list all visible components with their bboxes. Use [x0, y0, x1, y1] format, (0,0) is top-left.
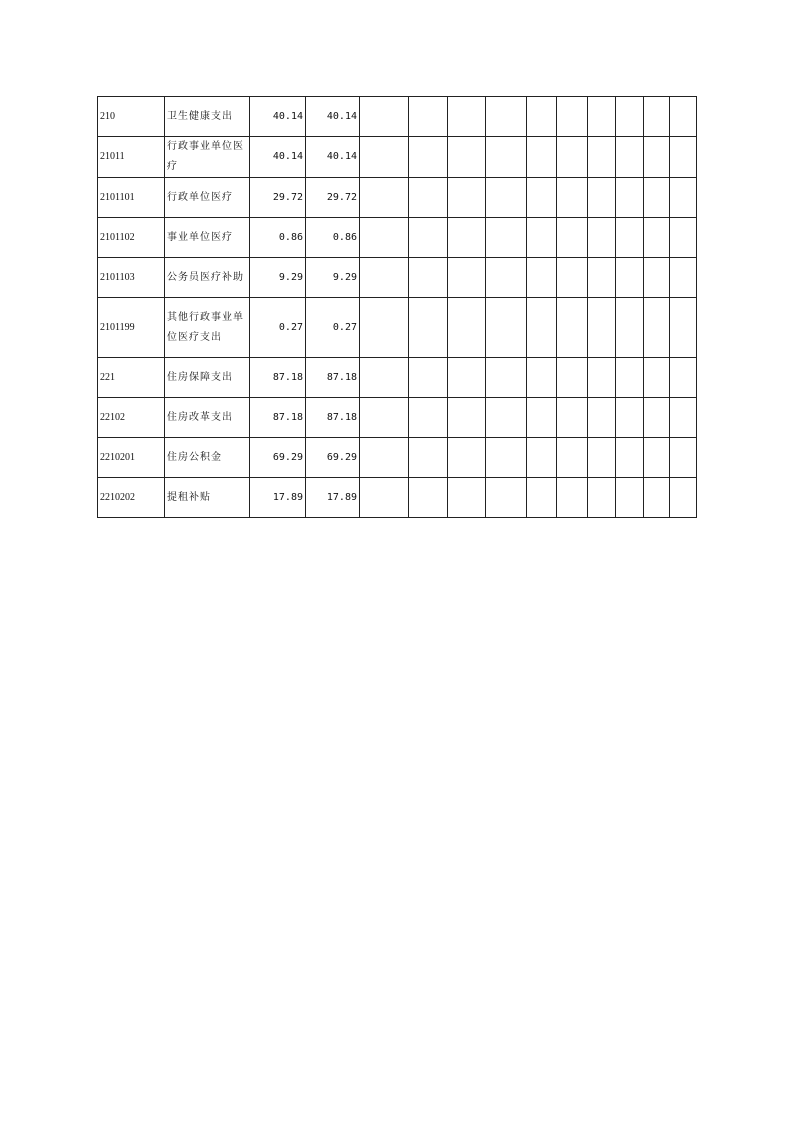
empty-cell — [644, 398, 670, 438]
subject-name-cell: 行政单位医疗 — [165, 178, 250, 218]
empty-cell — [360, 137, 409, 178]
subject-name-cell: 住房保障支出 — [165, 358, 250, 398]
empty-cell — [670, 358, 697, 398]
empty-cell — [360, 358, 409, 398]
total-amount-cell: 87.18 — [250, 358, 306, 398]
empty-cell — [644, 438, 670, 478]
empty-cell — [557, 438, 588, 478]
empty-cell — [670, 178, 697, 218]
empty-cell — [644, 97, 670, 137]
empty-cell — [644, 218, 670, 258]
empty-cell — [588, 298, 616, 358]
total-amount-cell: 40.14 — [250, 137, 306, 178]
empty-cell — [670, 218, 697, 258]
empty-cell — [448, 298, 486, 358]
empty-cell — [527, 478, 557, 518]
subject-name-cell: 公务员医疗补助 — [165, 258, 250, 298]
empty-cell — [486, 97, 527, 137]
empty-cell — [616, 218, 644, 258]
empty-cell — [486, 218, 527, 258]
empty-cell — [616, 438, 644, 478]
empty-cell — [486, 478, 527, 518]
subject-code-cell: 21011 — [98, 137, 165, 178]
basic-amount-cell: 40.14 — [306, 137, 360, 178]
empty-cell — [557, 137, 588, 178]
empty-cell — [448, 398, 486, 438]
empty-cell — [616, 97, 644, 137]
subject-code-cell: 2210202 — [98, 478, 165, 518]
table-row — [98, 478, 697, 518]
subject-code-cell: 2101101 — [98, 178, 165, 218]
empty-cell — [670, 97, 697, 137]
empty-cell — [527, 178, 557, 218]
total-amount-cell: 69.29 — [250, 438, 306, 478]
basic-amount-cell: 9.29 — [306, 258, 360, 298]
basic-amount-cell: 29.72 — [306, 178, 360, 218]
empty-cell — [409, 438, 448, 478]
basic-amount-cell: 17.89 — [306, 478, 360, 518]
basic-amount-cell: 87.18 — [306, 398, 360, 438]
empty-cell — [409, 258, 448, 298]
empty-cell — [670, 258, 697, 298]
subject-code-cell: 221 — [98, 358, 165, 398]
empty-cell — [360, 438, 409, 478]
empty-cell — [557, 398, 588, 438]
empty-cell — [527, 298, 557, 358]
empty-cell — [527, 438, 557, 478]
basic-amount-cell: 0.27 — [306, 298, 360, 358]
empty-cell — [360, 218, 409, 258]
empty-cell — [616, 178, 644, 218]
empty-cell — [409, 398, 448, 438]
empty-cell — [557, 258, 588, 298]
budget-table — [97, 96, 697, 518]
basic-amount-cell: 0.86 — [306, 218, 360, 258]
empty-cell — [409, 298, 448, 358]
empty-cell — [644, 298, 670, 358]
empty-cell — [448, 478, 486, 518]
basic-amount-cell: 87.18 — [306, 358, 360, 398]
empty-cell — [588, 137, 616, 178]
empty-cell — [360, 97, 409, 137]
empty-cell — [670, 298, 697, 358]
total-amount-cell: 0.86 — [250, 218, 306, 258]
table-row — [98, 438, 697, 478]
empty-cell — [644, 258, 670, 298]
table-row — [98, 398, 697, 438]
empty-cell — [409, 178, 448, 218]
subject-code-cell: 2101103 — [98, 258, 165, 298]
total-amount-cell: 29.72 — [250, 178, 306, 218]
empty-cell — [616, 137, 644, 178]
basic-amount-cell: 69.29 — [306, 438, 360, 478]
empty-cell — [409, 358, 448, 398]
empty-cell — [448, 358, 486, 398]
empty-cell — [670, 398, 697, 438]
empty-cell — [588, 178, 616, 218]
subject-code-cell: 2101199 — [98, 298, 165, 358]
empty-cell — [644, 137, 670, 178]
empty-cell — [360, 298, 409, 358]
empty-cell — [448, 258, 486, 298]
empty-cell — [448, 438, 486, 478]
table-row — [98, 178, 697, 218]
empty-cell — [486, 258, 527, 298]
total-amount-cell: 9.29 — [250, 258, 306, 298]
empty-cell — [409, 218, 448, 258]
empty-cell — [557, 298, 588, 358]
empty-cell — [448, 97, 486, 137]
empty-cell — [527, 258, 557, 298]
empty-cell — [557, 218, 588, 258]
empty-cell — [360, 398, 409, 438]
empty-cell — [448, 137, 486, 178]
empty-cell — [486, 178, 527, 218]
empty-cell — [588, 398, 616, 438]
empty-cell — [588, 258, 616, 298]
empty-cell — [360, 178, 409, 218]
empty-cell — [527, 398, 557, 438]
empty-cell — [557, 478, 588, 518]
table-row — [98, 137, 697, 178]
empty-cell — [670, 478, 697, 518]
empty-cell — [527, 218, 557, 258]
subject-name-cell: 提租补贴 — [165, 478, 250, 518]
empty-cell — [409, 478, 448, 518]
total-amount-cell: 0.27 — [250, 298, 306, 358]
empty-cell — [616, 258, 644, 298]
empty-cell — [588, 478, 616, 518]
table-row — [98, 97, 697, 137]
empty-cell — [644, 478, 670, 518]
total-amount-cell: 40.14 — [250, 97, 306, 137]
subject-code-cell: 22102 — [98, 398, 165, 438]
basic-amount-cell: 40.14 — [306, 97, 360, 137]
empty-cell — [448, 178, 486, 218]
empty-cell — [644, 358, 670, 398]
subject-name-cell: 住房公积金 — [165, 438, 250, 478]
empty-cell — [588, 438, 616, 478]
empty-cell — [448, 218, 486, 258]
empty-cell — [557, 178, 588, 218]
subject-name-cell: 住房改革支出 — [165, 398, 250, 438]
subject-code-cell: 210 — [98, 97, 165, 137]
table-row — [98, 298, 697, 358]
empty-cell — [527, 358, 557, 398]
empty-cell — [670, 137, 697, 178]
subject-name-cell: 事业单位医疗 — [165, 218, 250, 258]
empty-cell — [360, 478, 409, 518]
empty-cell — [486, 438, 527, 478]
subject-code-cell: 2210201 — [98, 438, 165, 478]
empty-cell — [486, 298, 527, 358]
table-row — [98, 218, 697, 258]
empty-cell — [644, 178, 670, 218]
empty-cell — [557, 358, 588, 398]
empty-cell — [588, 97, 616, 137]
empty-cell — [409, 97, 448, 137]
empty-cell — [616, 398, 644, 438]
empty-cell — [616, 478, 644, 518]
table-row — [98, 258, 697, 298]
empty-cell — [616, 298, 644, 358]
total-amount-cell: 17.89 — [250, 478, 306, 518]
empty-cell — [670, 438, 697, 478]
empty-cell — [588, 358, 616, 398]
total-amount-cell: 87.18 — [250, 398, 306, 438]
budget-table-body — [98, 97, 697, 518]
subject-name-cell: 卫生健康支出 — [165, 97, 250, 137]
empty-cell — [527, 97, 557, 137]
empty-cell — [360, 258, 409, 298]
empty-cell — [409, 137, 448, 178]
empty-cell — [486, 398, 527, 438]
empty-cell — [616, 358, 644, 398]
subject-name-cell: 行政事业单位医疗 — [165, 137, 250, 178]
empty-cell — [486, 137, 527, 178]
empty-cell — [486, 358, 527, 398]
subject-name-cell: 其他行政事业单位医疗支出 — [165, 298, 250, 358]
empty-cell — [557, 97, 588, 137]
empty-cell — [588, 218, 616, 258]
empty-cell — [527, 137, 557, 178]
subject-code-cell: 2101102 — [98, 218, 165, 258]
table-row — [98, 358, 697, 398]
